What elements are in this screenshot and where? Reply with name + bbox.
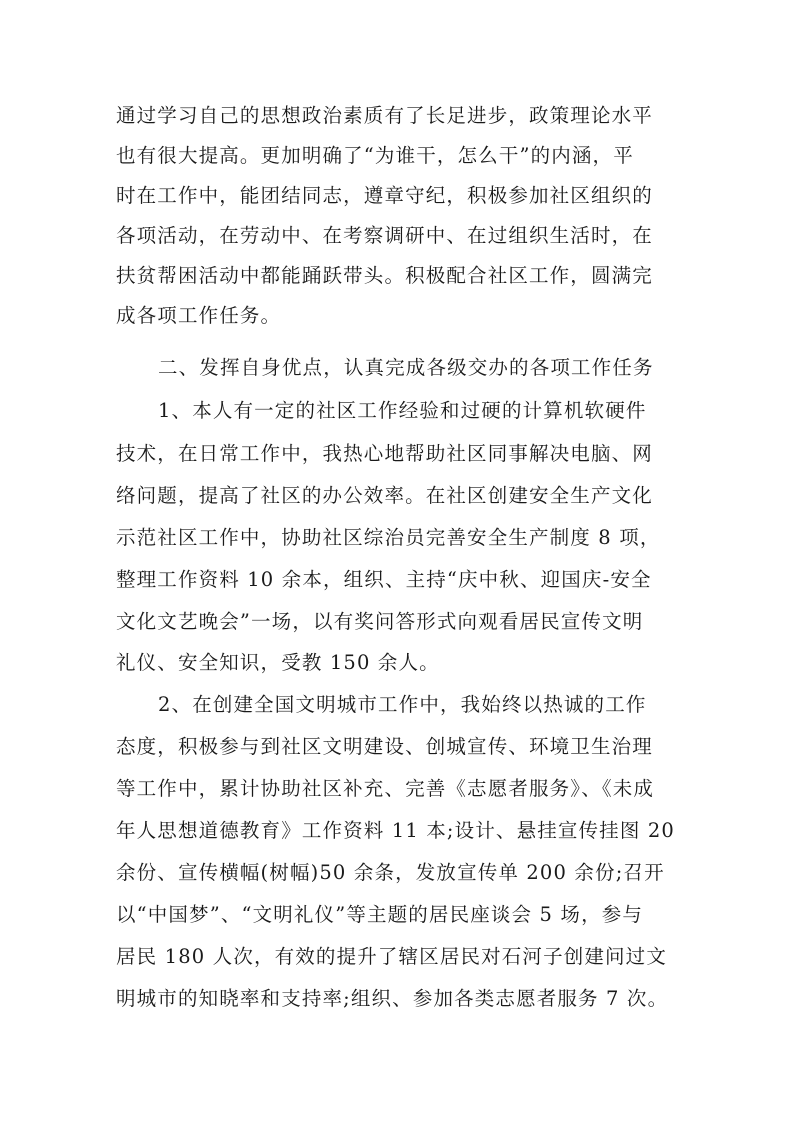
paragraph-line: 示范社区工作中，协助社区综治员完善安全生产制度 8 项， [116, 526, 661, 549]
paragraph-line: 年人思想道德教育》工作资料 11 本;设计、悬挂宣传挂图 20 [116, 819, 675, 842]
paragraph-line: 成各项工作任务。 [116, 304, 282, 327]
paragraph-line: 等工作中，累计协助社区补充、完善《志愿者服务》、《未成 [116, 777, 655, 800]
paragraph-line: 络问题，提高了社区的办公效率。在社区创建安全生产文化 [116, 484, 653, 507]
paragraph-line: 整理工作资料 10 余本，组织、主持“庆中秋、迎国庆-安全 [116, 568, 652, 591]
paragraph-line: 2、在创建全国文明城市工作中，我始终以热诚的工作 [158, 693, 647, 716]
paragraph-line: 礼仪、安全知识，受教 150 余人。 [116, 651, 440, 674]
paragraph-line: 文化文艺晚会”一场，以有奖问答形式向观看居民宣传文明 [116, 610, 644, 633]
paragraph-line: 以“中国梦”、“文明礼仪”等主题的居民座谈会 5 场，参与 [116, 903, 644, 926]
paragraph-line: 居民 180 人次，有效的提升了辖区居民对石河子创建问过文 [116, 945, 667, 968]
paragraph-line: 明城市的知晓率和支持率;组织、参加各类志愿者服务 7 次。 [116, 987, 669, 1010]
paragraph-line: 扶贫帮困活动中都能踊跃带头。积极配合社区工作，圆满完 [116, 264, 653, 287]
section-heading: 二、发挥自身优点，认真完成各级交办的各项工作任务 [158, 356, 654, 379]
paragraph-line: 各项活动，在劳动中、在考察调研中、在过组织生活时，在 [116, 224, 653, 247]
paragraph-line: 态度，积极参与到社区文明建设、创城宣传、环境卫生治理 [116, 735, 653, 758]
paragraph-line: 1、本人有一定的社区工作经验和过硬的计算机软硬件 [158, 399, 647, 422]
paragraph-line: 时在工作中，能团结同志，遵章守纪，积极参加社区组织的 [116, 184, 653, 207]
paragraph-line: 也有很大提高。更加明确了“为谁干，怎么干”的内涵，平 [116, 144, 634, 167]
paragraph-line: 通过学习自己的思想政治素质有了长足进步，政策理论水平 [116, 104, 653, 127]
paragraph-line: 技术，在日常工作中，我热心地帮助社区同事解决电脑、网 [116, 442, 653, 465]
paragraph-line: 余份、宣传横幅(树幅)50 余条，发放宣传单 200 余份;召开 [116, 861, 665, 884]
